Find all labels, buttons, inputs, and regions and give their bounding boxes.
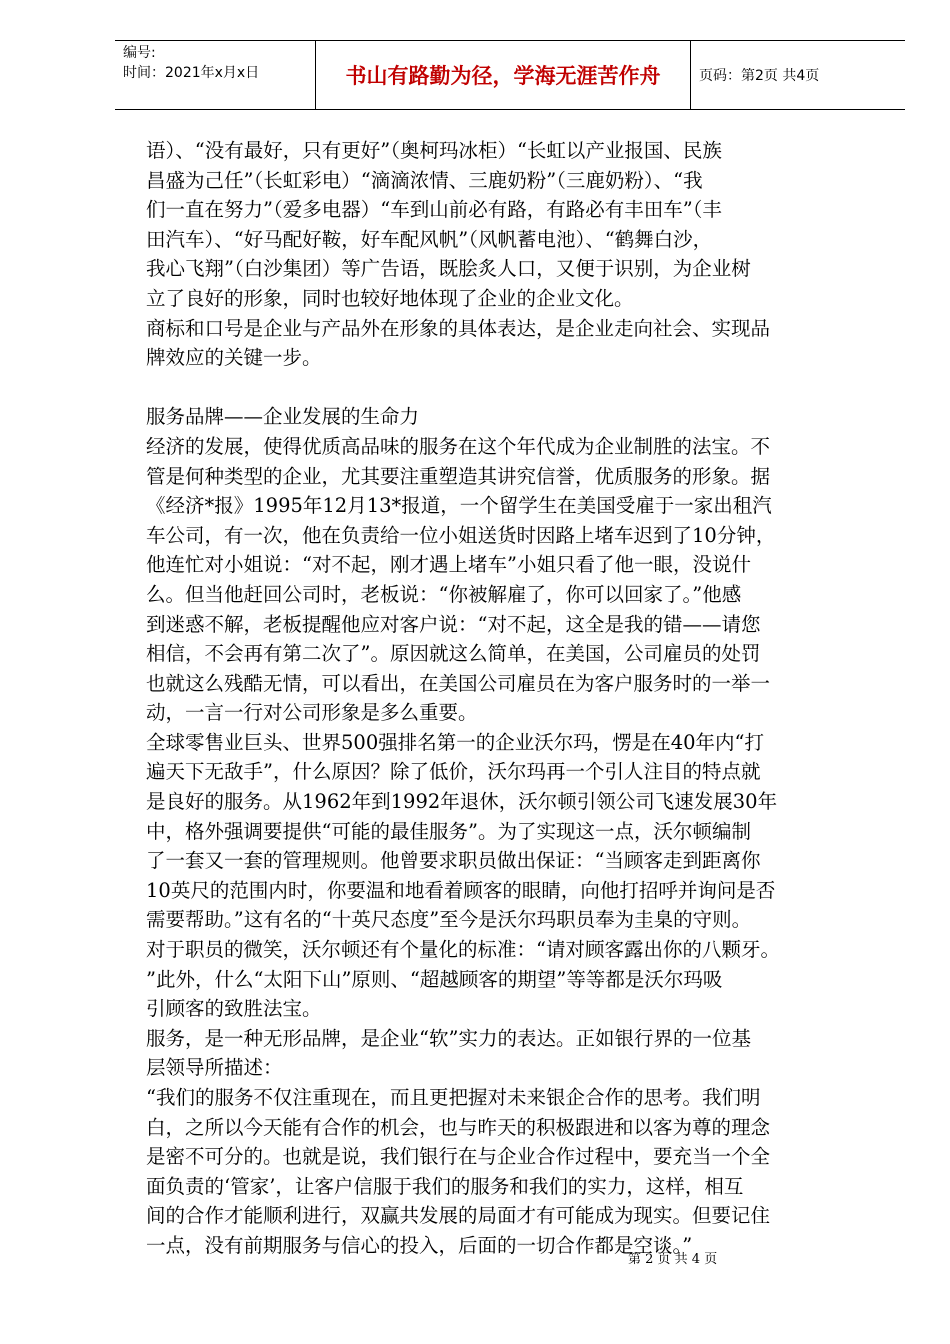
text-line: 引顾客的致胜法宝。 [146, 997, 322, 1021]
text-line: 田汽车）、“好马配好鞍，好车配风帆”（风帆蓄电池）、“鹤舞白沙， [146, 227, 713, 251]
text-line: 我心飞翔”（白沙集团）等广告语，既脍炙人口，又便于识别，为企业树 [146, 257, 751, 281]
text-line: 管是何种类型的企业，尤其要注重塑造其讲究信誉，优质服务的形象。据 [146, 464, 771, 488]
text-line: 全球零售业巨头、世界500强排名第一的企业沃尔玛，愣是在40年内“打 [146, 730, 765, 754]
text-line: 车公司，有一次，他在负责给一位小姐送货时因路上堵车迟到了10分钟， [146, 523, 776, 547]
text-line: 们一直在努力”（爱多电器）“车到山前必有路，有路必有丰田车”（丰 [146, 198, 722, 222]
text-line: 到迷惑不解，老板提醒他应对客户说：“对不起，这全是我的错——请您 [146, 612, 761, 636]
text-line: 一点，没有前期服务与信心的投入，后面的一切合作都是空谈。” [146, 1233, 693, 1257]
document-header [115, 40, 905, 110]
number-label: 编号: [123, 45, 156, 61]
time-label: 时间：2021年x月x日 [123, 65, 260, 81]
text-line: 相信，不会再有第二次了”。原因就这么简单，在美国，公司雇员的处罚 [146, 642, 761, 666]
text-line: 商标和口号是企业与产品外在形象的具体表达，是企业走向社会、实现品 [146, 316, 771, 340]
header-page-info: 页码：第2页 共4页 [699, 68, 820, 84]
text-line: 也就这么残酷无情，可以看出，在美国公司雇员在为客户服务时的一举一 [146, 671, 771, 695]
text-line: “我们的服务不仅注重现在，而且更把握对未来银企合作的思考。我们明 [146, 1086, 761, 1109]
text-line: 白，之所以今天能有合作的机会，也与昨天的积极跟进和以客为尊的理念 [146, 1115, 771, 1139]
text-line: 立了良好的形象，同时也较好地体现了企业的企业文化。 [146, 286, 634, 310]
text-line: 服务，是一种无形品牌，是企业“软”实力的表达。正如银行界的一位基 [146, 1026, 751, 1050]
text-line: 是密不可分的。也就是说，我们银行在与企业合作过程中，要充当一个全 [146, 1145, 771, 1169]
text-line: 间的合作才能顺利进行，双赢共发展的局面才有可能成为现实。但要记住 [146, 1204, 771, 1228]
text-line: 对于职员的微笑，沃尔顿还有个量化的标准：“请对顾客露出你的八颗牙。 [146, 938, 780, 962]
text-line: 服务品牌——企业发展的生命力 [146, 405, 420, 429]
document-body [146, 136, 862, 1261]
text-line: 层领导所描述： [146, 1056, 283, 1080]
header-meta [115, 41, 315, 109]
text-line: 他连忙对小姐说：“对不起，刚才遇上堵车”小姐只看了他一眼，没说什 [146, 553, 751, 577]
text-line: 动，一言一行对公司形象是多么重要。 [146, 701, 478, 725]
text-line: 经济的发展，使得优质高品味的服务在这个年代成为企业制胜的法宝。不 [146, 434, 771, 458]
text-line: 遍天下无敌手”，什么原因？除了低价，沃尔玛再一个引人注目的特点就 [146, 760, 761, 784]
text-line: 了一套又一套的管理规则。他曾要求职员做出保证：“当顾客走到距离你 [146, 849, 761, 873]
text-line [146, 373, 862, 403]
text-line: 么。但当他赶回公司时，老板说：“你被解雇了，你可以回家了。”他感 [146, 582, 742, 606]
text-line: 《经济*报》1995年12月13*报道，一个留学生在美国受雇于一家出租汽 [146, 494, 772, 518]
text-line: 中，格外强调要提供“可能的最佳服务”。为了实现这一点，沃尔顿编制 [146, 819, 751, 843]
text-line: 是良好的服务。从1962年到1992年退休，沃尔顿引领公司飞速发展30年 [146, 790, 778, 814]
text-line: 语）、“没有最好，只有更好”（奥柯玛冰柜）“长虹以产业报国、民族 [146, 139, 722, 162]
text-line: 10英尺的范围内时，你要温和地看着顾客的眼睛，向他打招呼并询问是否 [146, 878, 776, 902]
text-line: 昌盛为己任”（长虹彩电）“滴滴浓情、三鹿奶粉”（三鹿奶粉）、“我 [146, 168, 703, 192]
text-line: ”此外，什么“太阳下山”原则、“超越顾客的期望”等等都是沃尔玛吸 [146, 967, 723, 991]
text-line: 需要帮助。”这有名的“十英尺态度”至今是沃尔玛职员奉为圭臬的守则。 [146, 908, 752, 932]
header-motto: 书山有路勤为径，学海无涯苦作舟 [315, 41, 691, 109]
text-line: 牌效应的关键一步。 [146, 346, 322, 370]
page-footer: 第 2 页 共 4 页 [628, 1252, 718, 1267]
text-line: 面负责的‘管家’，让客户信服于我们的服务和我们的实力，这样，相互 [146, 1174, 744, 1198]
